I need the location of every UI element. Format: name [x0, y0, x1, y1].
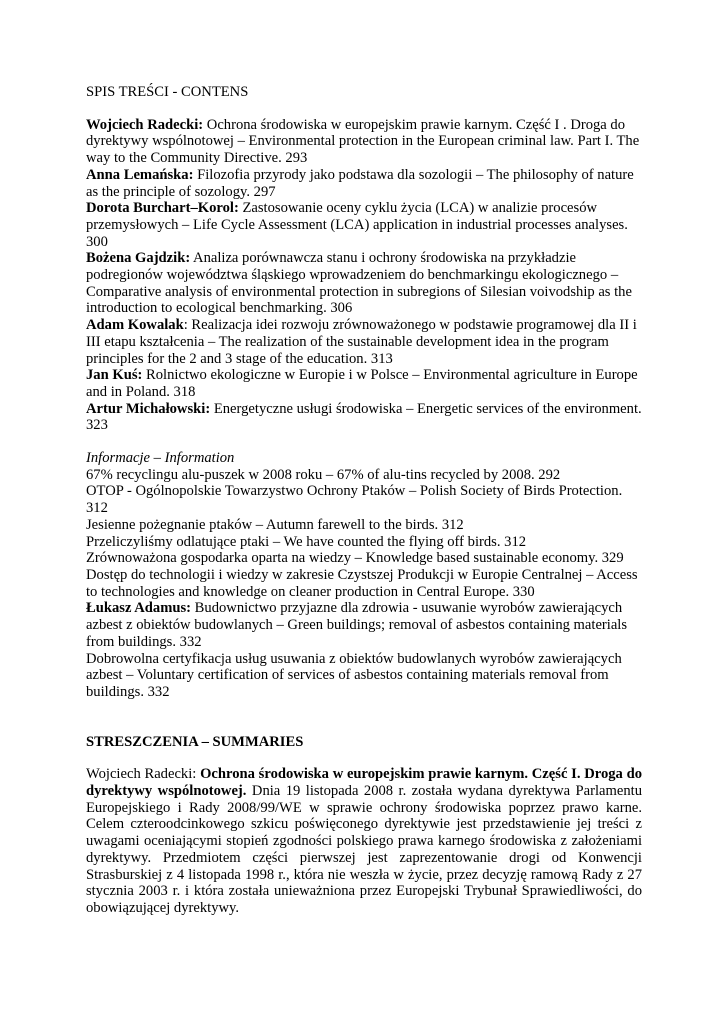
info-entry [86, 467, 642, 484]
info-entry [86, 651, 642, 701]
toc-entry-text: Filozofia przyrody jako podstawa dla sozologii – The philosophy of nature as the principle of sozology. 297 [86, 166, 634, 200]
info-entry-text: Dostęp do technologii i wiedzy w zakresie Czystszej Produkcji w Europie Centralnej – Access to technologies and knowledge on cleaner production in Central Europe. 330 [86, 566, 638, 600]
toc-entry-text: : Realizacja idei rozwoju zrównoważonego w podstawie programowej dla II i III etapu kształcenia – The realization of the sustainable development idea in the program principles for the 2 and 3 stage of the education. 313 [86, 317, 637, 367]
info-entry-text: Zrównoważona gospodarka oparta na wiedzy – Knowledge based sustainable economy. 329 [86, 550, 624, 567]
toc-entry-author: Jan Kuś: [86, 367, 143, 384]
info-label: Informacje – Information [86, 450, 235, 467]
toc-entry-text: Energetyczne usługi środowiska – Energetic services of the environment. 323 [86, 400, 642, 434]
toc-entry [86, 167, 642, 200]
toc-entry-author: Artur Michałowski: [86, 400, 211, 417]
toc-list [86, 117, 642, 434]
toc-entry [86, 200, 642, 250]
toc-heading: SPIS TREŚCI - CONTENS [86, 84, 249, 100]
info-entry-text: OTOP - Ogólnopolskie Towarzystwo Ochrony Ptaków – Polish Society of Birds Protection. 312 [86, 483, 623, 517]
toc-entry-text: Analiza porównawcza stanu i ochrony środowiska na przykładzie podregionów województwa śląskiego wprowadzeniem do benchmarkingu ekologicznego – Comparative analysis of environmental protection in subregions of Silesian voivodship as the introduction to ecological benchmarking. 306 [86, 250, 632, 317]
info-entry [86, 483, 642, 516]
toc-entry [86, 250, 642, 317]
info-entry-author: Łukasz Adamus: [86, 600, 192, 617]
toc-entry [86, 367, 642, 400]
info-entry-text: Jesienne pożegnanie ptaków – Autumn farewell to the birds. 312 [86, 516, 464, 533]
info-entry [86, 534, 642, 551]
toc-entry-author: Wojciech Radecki: [86, 116, 204, 133]
info-entry [86, 550, 642, 567]
toc-entry-text: Rolnictwo ekologiczne w Europie i w Polsce – Environmental agriculture in Europe and in Poland. 318 [86, 367, 638, 400]
toc-entry-text: Ochrona środowiska w europejskim prawie karnym. Część I . Droga do dyrektywy wspólnotowej – Environmental protection in the European criminal law. Part I. The way to the Community Directive. 293 [86, 116, 640, 167]
toc-entry [86, 117, 642, 167]
toc-entry-text: Zastosowanie oceny cyklu życia (LCA) w analizie procesów przemysłowych – Life Cycle Assessment (LCA) application in industrial processes analyses. 300 [86, 200, 628, 250]
info-entry [86, 517, 642, 534]
toc-entry-author: Bożena Gajdzik: [86, 250, 191, 267]
info-list [86, 467, 642, 701]
summary-paragraph [86, 766, 642, 916]
toc-entry [86, 317, 642, 367]
document-page [86, 84, 642, 917]
info-entry [86, 600, 642, 650]
summary-body: Dnia 19 listopada 2008 r. została wydana dyrektywa Parlamentu Europejskiego i Rady 2008/99/WE w sprawie ochrony środowiska poprzez prawo karne. Celem czteroodcinkowego szkicu poświęconego dyrektywie jest przedstawienie jej treści z uwagami oceniającymi stopień zgodności polskiego prawa karnego środowiska z założeniami dyrektywy. Przedmiotem części pierwszej jest zaprezentowanie drogi od Konwencji Strasburskiej z 4 listopada 1998 r., która nie weszła w życie, przez decyzję ramową Rady z 27 stycznia 2003 r. i która została unieważniona przez Europejski Trybunał Sprawiedliwości, do obowiązującej dyrektywy. [86, 783, 642, 916]
toc-entry-author: Anna Lemańska: [86, 166, 194, 183]
info-entry-text: Budownictwo przyjazne dla zdrowia - usuwanie wyrobów zawierających azbest z obiektów budowlanych – Green buildings; removal of asbestos containing materials from buildings. 332 [86, 600, 628, 650]
summaries-heading: STRESZCZENIA – SUMMARIES [86, 733, 304, 750]
toc-entry-author: Dorota Burchart–Korol: [86, 200, 239, 217]
info-entry-text: Dobrowolna certyfikacja usług usuwania z obiektów budowlanych wyrobów zawierających azbest – Voluntary certification of services of asbestos containing materials removal from buildings. 332 [86, 650, 622, 700]
info-entry-text: Przeliczyliśmy odlatujące ptaki – We have counted the flying off birds. 312 [86, 533, 527, 550]
toc-entry [86, 401, 642, 434]
summary-title: Ochrona środowiska w europejskim prawie karnym. Część I. Droga do dyrektywy wspólnotowej. [86, 766, 642, 800]
summary-author: Wojciech Radecki: [86, 766, 201, 783]
info-entry-text: 67% recyclingu alu-puszek w 2008 roku – 67% of alu-tins recycled by 2008. 292 [86, 466, 561, 483]
info-entry [86, 567, 642, 600]
toc-entry-author: Adam Kowalak [86, 317, 184, 334]
